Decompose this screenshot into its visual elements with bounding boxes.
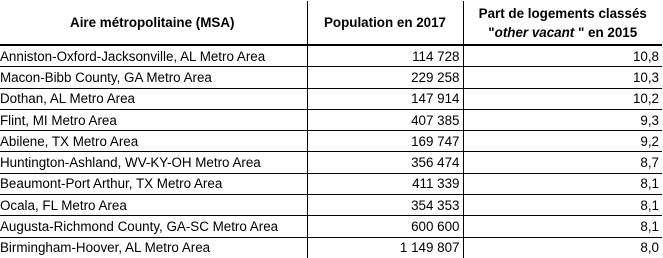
population-cell: 407 385 (307, 109, 463, 130)
population-cell: 354 353 (307, 195, 463, 216)
population-cell: 147 914 (307, 88, 463, 109)
population-cell: 169 747 (307, 131, 463, 152)
table-body (0, 45, 662, 258)
msa-vacancy-table (0, 1, 662, 258)
share-header-term: other vacant (494, 24, 575, 40)
share-cell: 9,2 (463, 131, 662, 152)
table-row (0, 88, 662, 109)
population-column-header: Population en 2017 (307, 1, 463, 45)
population-cell: 1 149 807 (307, 237, 463, 258)
share-cell: 8,0 (640, 240, 659, 256)
table-row (0, 109, 662, 130)
area-cell: Huntington-Ashland, WV-KY-OH Metro Area (0, 152, 307, 173)
population-cell: 411 339 (307, 173, 463, 194)
population-cell: 600 600 (307, 216, 463, 237)
share-cell: 9,3 (463, 109, 662, 130)
share-header-tail: " en 2015 (574, 24, 638, 40)
table-row (0, 216, 662, 237)
share-column-header (463, 1, 662, 45)
share-cell: 10,2 (463, 88, 662, 109)
share-cell: 8,1 (463, 173, 662, 194)
area-column-header: Aire métropolitaine (MSA) (0, 1, 307, 45)
table-row (0, 45, 662, 67)
table-row (0, 152, 662, 173)
area-cell: Beaumont-Port Arthur, TX Metro Area (0, 173, 307, 194)
area-cell: Flint, MI Metro Area (0, 109, 307, 130)
header-row (0, 1, 662, 45)
table-row (0, 237, 662, 258)
share-header-line2 (466, 23, 661, 42)
population-cell: 114 728 (307, 45, 463, 67)
table-row (0, 173, 662, 194)
share-cell: 8,1 (463, 195, 662, 216)
area-cell: Ocala, FL Metro Area (0, 195, 307, 216)
table-row (0, 195, 662, 216)
area-cell: Dothan, AL Metro Area (0, 88, 307, 109)
area-cell: Macon-Bibb County, GA Metro Area (0, 67, 307, 88)
share-cell: 10,8 (463, 45, 662, 67)
table-row (0, 67, 662, 88)
area-cell: Augusta-Richmond County, GA-SC Metro Area (0, 216, 307, 237)
population-cell: 356 474 (307, 152, 463, 173)
share-header-line1: Part de logements classés (478, 5, 647, 21)
share-cell: 8,1 (463, 216, 662, 237)
area-cell: Birmingham-Hoover, AL Metro Area (0, 237, 307, 258)
share-cell: 8,7 (463, 152, 662, 173)
area-cell: Anniston-Oxford-Jacksonville, AL Metro Area (0, 45, 307, 67)
share-cell: 10,3 (463, 67, 662, 88)
population-cell: 229 258 (307, 67, 463, 88)
share-header-quote: " (488, 24, 495, 40)
table-row (0, 131, 662, 152)
area-cell: Abilene, TX Metro Area (0, 131, 307, 152)
